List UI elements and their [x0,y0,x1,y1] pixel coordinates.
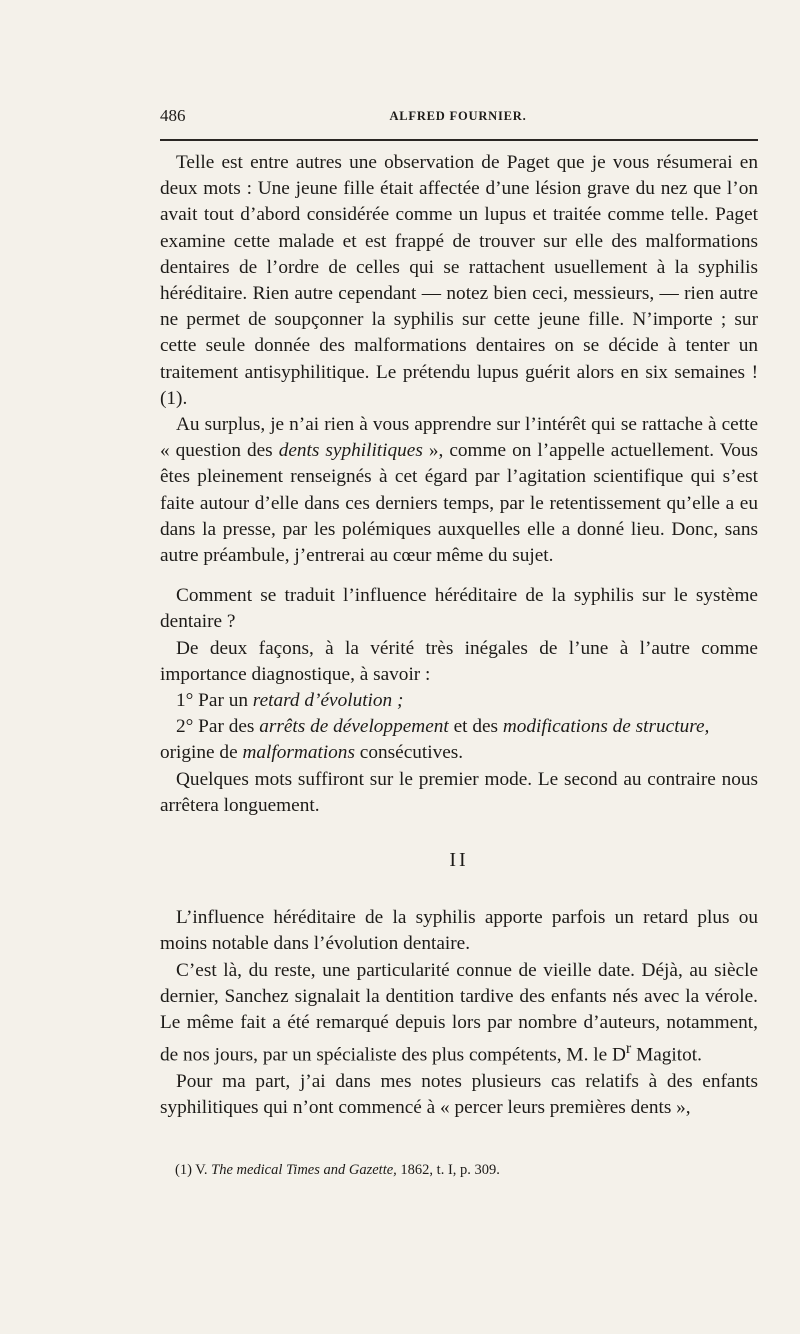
paragraph: Quelques mots suffiront sur le premier mode. Le second au contraire nous arrêtera longuement. [160,768,758,816]
list-item [160,714,758,766]
footnote-text: 1862, t. I, p. 309. [396,1162,500,1178]
italic-text: modifications de structure, [502,716,710,738]
paragraph [160,412,758,569]
running-head: ALFRED FOURNIER. [389,109,527,123]
list-marker: 1° Par un [176,690,253,712]
text-run: », comme on l’appelle actuellement. Vous êtes pleinement renseignés à cet égard par l’agitation scientifique qui s’est faite autour d’elle dans ces derniers temps, par le retentissement qu’elle a eu dans la presse, par les polémiques auxquelles elle a donné lieu. Donc, sans autre préambule, j’entrerai au cœur même du sujet. [160,440,758,567]
main-text [160,150,758,1121]
paragraph: Comment se traduit l’influence héréditaire de la syphilis sur le système dentaire ? [160,585,758,633]
footnote-marker: (1) V. [175,1162,212,1178]
paragraph: L’influence héréditaire de la syphilis apporte parfois un retard plus ou moins notable dans l’évolution dentaire. [160,907,758,955]
italic-text: retard d’évolution ; [252,690,404,712]
italic-text: dents syphilitiques [278,440,423,462]
text-run: Magitot. [631,1044,702,1066]
paragraph: Pour ma part, j’ai dans mes notes plusieurs cas relatifs à des enfants syphilitiques qui n’ont commencé à « percer leurs premières dents », [160,1070,758,1119]
superscript: r [625,1040,632,1058]
list-marker: 2° Par des [176,716,260,738]
text-run: consécutives. [354,742,464,764]
paragraph [160,958,758,1069]
footnote [175,1161,755,1179]
text-run: origine de [160,742,243,764]
header-rule [160,139,758,141]
italic-text: malformations [242,742,355,764]
paragraph: Telle est entre autres une observation de Paget que je vous résumerai en deux mots : Une jeune fille était affectée d’une lésion grave du nez que l’on avait tout d’abord considérée comme un lupus et traitée comme telle. Paget examine cette malade et est frappé de trouver sur elle des malformations dentaires de l’ordre de celles qui se rattachent usuellement à la syphilis héréditaire. Rien autre cependant — notez bien ceci, messieurs, — rien autre ne permet de soupçonner la syphilis sur cette jeune fille. N’importe ; sur cette seule donnée des malformations dentaires on se décide à tenter un traitement antisyphilitique. Le prétendu lupus guérit alors en six semaines ! (1). [160,152,758,409]
section-heading: II [449,849,469,872]
paragraph-gap [160,569,758,583]
page-header [160,106,756,128]
list-item [160,688,758,714]
footnote-title: The medical Times and Gazette, [211,1162,397,1178]
text-run: Au surplus, je n’ai rien à vous apprendre sur l’intérêt qui se rattache à cette « question des [160,414,758,462]
text-run: et des [448,716,503,738]
italic-text: arrêts de développement [259,716,449,738]
text-run: C’est là, du reste, une particularité connue de vieille date. Déjà, au siècle dernier, Sanchez signalait la dentition tardive des enfants nés avec la vérole. Le même fait a été remarqué depuis lors par nombre d’auteurs, notamment, de nos jours, par un spécialiste des plus compétents, M. le D [160,959,758,1066]
page-number: 486 [160,106,186,125]
paragraph: De deux façons, à la vérité très inégales de l’une à l’autre comme importance diagnostique, à savoir : [160,637,758,685]
